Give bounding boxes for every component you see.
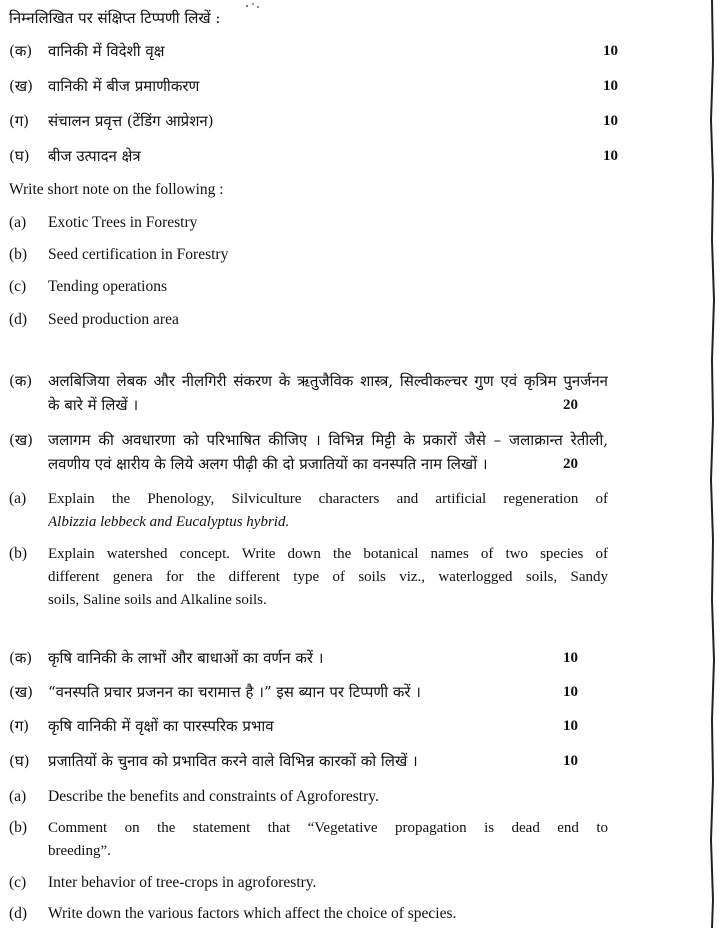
section1-english-item-a: [0, 211, 680, 235]
section1-english-item-c: [0, 275, 680, 299]
item-text-line2: Albizzia lebbeck and Eucalyptus hybrid.: [48, 514, 290, 530]
item-text: संचालन प्रवृत्त (टेंडिंग आप्रेशन): [48, 112, 214, 130]
item-text-line1: अलबिजिया लेबक और नीलगिरी संकरण के ऋतुजैविक शास्त्र, सिल्वीकल्चर गुण एवं कृत्रिम पुनर्जनन: [48, 372, 608, 390]
item-label: (ख): [9, 683, 33, 701]
item-text-line1: जलागम की अवधारणा को परिभाषित कीजिए । विभिन्न मिट्टी के प्रकारों जैसे – जलाक्रान्त रेतीली,: [48, 431, 608, 449]
item-label: (घ): [9, 752, 30, 770]
item-text-line1: Comment on the statement that “Vegetative propagation is dead end to: [48, 820, 608, 836]
item-label: (क): [9, 649, 33, 667]
item-label: (c): [9, 874, 27, 891]
item-text-line2: different genera for the different type of soils viz., waterlogged soils, Sandy: [48, 569, 608, 585]
item-text: Seed certification in Forestry: [48, 246, 229, 263]
item-label: (ग): [9, 112, 30, 130]
item-marks: 20: [563, 456, 578, 472]
item-text: कृषि वानिकी में वृक्षों का पारस्परिक प्रभाव: [48, 717, 274, 735]
section3-hindi-item-ga: [0, 714, 680, 738]
hindi-heading-text: निम्नलिखित पर संक्षिप्त टिप्पणी लिखें :: [9, 9, 221, 27]
item-marks: 10: [563, 650, 578, 666]
item-text: Describe the benefits and constraints of Agroforestry.: [48, 788, 379, 805]
item-text: Inter behavior of tree-crops in agroforestry.: [48, 874, 317, 891]
section3-hindi-item-gha: [0, 749, 680, 773]
item-text-line2: के बारे में लिखें ।: [48, 396, 139, 414]
item-text: Seed production area: [48, 311, 179, 328]
item-marks: 20: [563, 397, 578, 413]
item-label: (घ): [9, 147, 30, 165]
item-label: (b): [9, 545, 28, 562]
item-text: वानिकी में विदेशी वृक्ष: [48, 42, 165, 60]
section1-hindi-item-gha: [0, 144, 680, 168]
section3-english-item-d: [0, 902, 680, 926]
section1-hindi-heading: [0, 6, 680, 30]
section2-hindi-item-ka-line2: [0, 393, 680, 417]
item-label: (a): [9, 788, 27, 805]
item-text-line2: breeding”.: [48, 843, 111, 859]
english-heading-text: Write short note on the following :: [9, 181, 224, 198]
item-marks: 10: [563, 684, 578, 700]
item-label: (ख): [9, 77, 33, 95]
item-text: वानिकी में बीज प्रमाणीकरण: [48, 77, 200, 95]
section3-english-item-c: [0, 871, 680, 895]
item-label: (ग): [9, 717, 30, 735]
item-label: (a): [9, 214, 27, 231]
item-label: (ख): [9, 431, 33, 449]
item-label: (b): [9, 246, 28, 263]
section2-hindi-item-kha-line2: [0, 452, 680, 476]
item-label: (a): [9, 490, 27, 507]
section3-english-item-a: [0, 785, 680, 809]
item-marks: 10: [603, 78, 618, 94]
item-text-line1: Explain watershed concept. Write down the botanical names of two species of: [48, 546, 608, 562]
item-label: (क): [9, 42, 33, 60]
item-text: प्रजातियों के चुनाव को प्रभावित करने वाले विभिन्न कारकों को लिखें ।: [48, 752, 418, 770]
item-marks: 10: [603, 43, 618, 59]
item-marks: 10: [563, 753, 578, 769]
item-text: Exotic Trees in Forestry: [48, 214, 198, 231]
section1-hindi-item-kha: [0, 74, 680, 98]
section1-hindi-item-ga: [0, 109, 680, 133]
section3-hindi-item-ka: [0, 646, 680, 670]
item-label: (क): [9, 372, 33, 390]
item-text: कृषि वानिकी के लाभों और बाधाओं का वर्णन करें ।: [48, 649, 324, 667]
item-label: (d): [9, 311, 28, 328]
section1-english-heading: [0, 178, 680, 202]
section1-english-item-b: [0, 243, 680, 267]
scan-edge-decoration: [708, 0, 716, 928]
item-marks: 10: [603, 113, 618, 129]
item-text-line3: soils, Saline soils and Alkaline soils.: [48, 592, 267, 608]
item-marks: 10: [603, 148, 618, 164]
scan-speck-decoration: [244, 2, 262, 10]
item-text: Write down the various factors which affect the choice of species.: [48, 905, 457, 922]
item-text: बीज उत्पादन क्षेत्र: [48, 147, 141, 165]
item-label: (d): [9, 905, 28, 922]
item-text: Tending operations: [48, 278, 168, 295]
section3-hindi-item-kha: [0, 680, 680, 704]
item-text-line1: Explain the Phenology, Silviculture characters and artificial regeneration of: [48, 491, 608, 507]
item-text-line2: लवणीय एवं क्षारीय के लिये अलग पीढ़ी की दो प्रजातियों का वनस्पति नाम लिखों ।: [48, 455, 488, 473]
item-label: (b): [9, 819, 28, 836]
section1-hindi-item-ka: [0, 39, 680, 63]
section1-english-item-d: [0, 308, 680, 332]
item-text: “वनस्पति प्रचार प्रजनन का चरामात्त है ।” इस ब्यान पर टिप्पणी करें ।: [48, 683, 421, 701]
item-marks: 10: [563, 718, 578, 734]
item-label: (c): [9, 278, 27, 295]
